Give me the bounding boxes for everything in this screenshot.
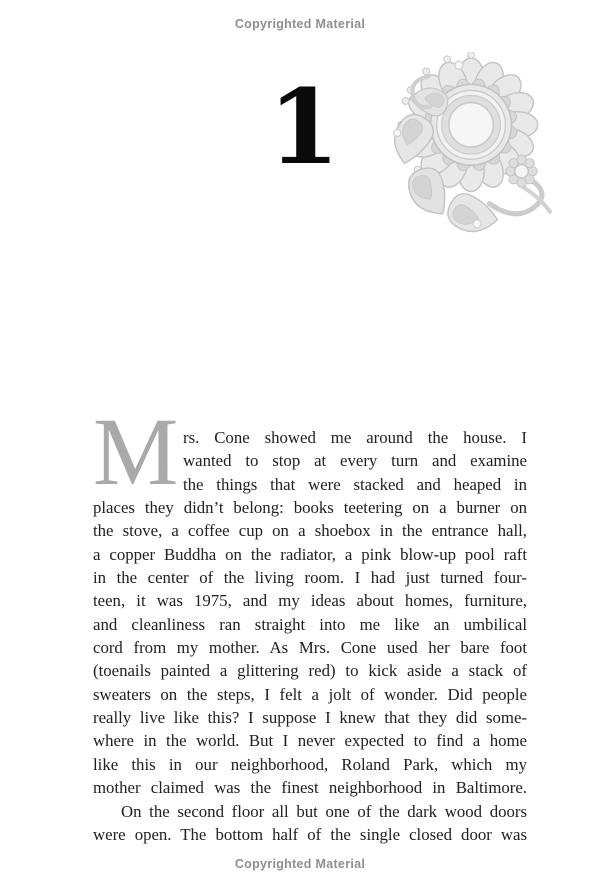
paisley-ornament-icon <box>370 52 562 236</box>
text-line: cord from my mother. As Mrs. Cone used her bare foot <box>93 638 527 658</box>
text-line: where in the world. But I never expected to find a home <box>93 731 527 751</box>
text-line: rs. Cone showed me around the house. I <box>183 428 527 447</box>
text-line: places they didn’t belong: books teetering on a burner on <box>93 498 527 518</box>
text-line: in the center of the living room. I had just turned four- <box>93 568 527 588</box>
drop-cap-letter: M <box>93 398 179 505</box>
copyright-notice-top: Copyrighted Material <box>234 17 366 31</box>
body-text <box>93 398 527 846</box>
drop-cap <box>93 398 183 505</box>
text-line: really live like this? I suppose I knew that they did some- <box>93 708 527 728</box>
copyright-notice-bottom: Copyrighted Material <box>234 857 366 871</box>
text-line: and cleanliness ran straight into me like an umbilical <box>93 614 527 634</box>
text-line: like this in our neighborhood, Roland Park, which my <box>93 754 527 774</box>
text-line: wanted to stop at every turn and examine <box>183 451 527 471</box>
text-line: were open. The bottom half of the single closed door was <box>93 824 527 844</box>
text-line: (toenails painted a glittering red) to kick aside a stack of <box>93 661 527 681</box>
text-line: sweaters on the steps, I felt a jolt of wonder. Did people <box>93 684 527 704</box>
text-line: teen, it was 1975, and my ideas about homes, furniture, <box>93 591 527 611</box>
chapter-number: 1 <box>268 67 340 188</box>
text-line: mother claimed was the finest neighborhood in Baltimore. <box>93 778 527 798</box>
text-line: the things that were stacked and heaped in <box>183 474 527 494</box>
text-line: the stove, a coffee cup on a shoebox in the entrance hall, <box>93 521 527 541</box>
text-line: a copper Buddha on the radiator, a pink blow-up pool raft <box>93 544 527 564</box>
text-line-paragraph-start: On the second floor all but one of the dark wood doors <box>121 801 527 821</box>
